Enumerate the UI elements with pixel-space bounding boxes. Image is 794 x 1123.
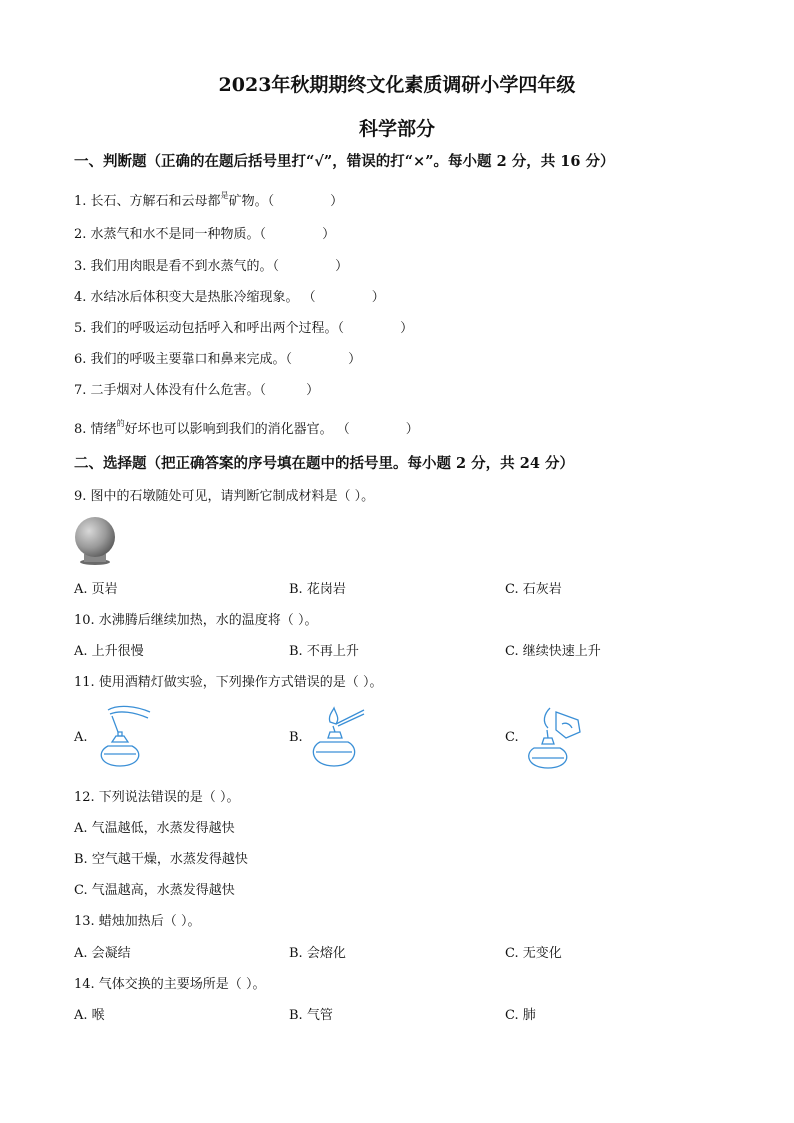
inserted-char: 的: [116, 419, 125, 428]
question-13-option-a[interactable]: A. 会凝结: [74, 946, 131, 961]
question-number: 6.: [74, 352, 87, 367]
question-14-option-a[interactable]: A. 喉: [74, 1008, 105, 1023]
alcohol-lamp-figure-c: [520, 702, 588, 770]
question-14-stem: 14. 气体交换的主要场所是（ ）。: [74, 977, 266, 992]
alcohol-lamp-figure-b: [302, 702, 370, 770]
question-10-stem: 10. 水沸腾后继续加热，水的温度将（ ）。: [74, 613, 318, 628]
question-number: 7.: [74, 383, 87, 398]
question-10-option-c[interactable]: C. 继续快速上升: [505, 644, 601, 659]
question-11-option-a[interactable]: A.: [74, 730, 88, 745]
question-12-stem: 12. 下列说法错误的是（ ）。: [74, 790, 240, 805]
question-number: 3.: [74, 259, 87, 274]
question-7: 7. 二手烟对人体没有什么危害。（ ）: [74, 383, 320, 398]
question-number: 5.: [74, 321, 87, 336]
question-12-option-b[interactable]: B. 空气越干燥，水蒸发得越快: [74, 852, 248, 867]
section2-heading: 二、选择题（把正确答案的序号填在题中的括号里。每小题 2 分，共 24 分）: [74, 455, 574, 472]
question-1: 1. 长石、方解石和云母都$^是$矿物。（ ）: [74, 191, 344, 209]
question-6: 6. 我们的呼吸主要靠口和鼻来完成。（ ）: [74, 352, 362, 367]
question-number: 1.: [74, 194, 87, 209]
question-12-option-c[interactable]: C. 气温越高，水蒸发得越快: [74, 883, 235, 898]
question-9-option-a[interactable]: A. 页岩: [74, 582, 118, 597]
question-text: 我们的呼吸主要靠口和鼻来完成。（: [90, 352, 293, 367]
section1-heading: 一、判断题（正确的在题后括号里打“√”，错误的打“×”。每小题 2 分，共 16 分）: [74, 153, 615, 170]
question-9-option-c[interactable]: C. 石灰岩: [505, 582, 562, 597]
question-11-option-c[interactable]: C.: [505, 730, 519, 745]
question-11-stem: 11. 使用酒精灯做实验，下列操作方式错误的是（ ）。: [74, 675, 383, 690]
exam-title: 2023年秋期期终文化素质调研小学四年级: [218, 74, 576, 96]
question-text: 水蒸气和水不是同一种物质。（: [90, 227, 267, 242]
question-text: 我们的呼吸运动包括呼入和呼出两个过程。（: [90, 321, 345, 336]
question-9-stem: 9. 图中的石墩随处可见，请判断它制成材料是（ ）。: [74, 489, 375, 504]
exam-subtitle: 科学部分: [358, 118, 435, 140]
stone-ball-image: [72, 516, 118, 566]
question-5: 5. 我们的呼吸运动包括呼入和呼出两个过程。（ ）: [74, 321, 414, 336]
question-10-option-a[interactable]: A. 上升很慢: [74, 644, 144, 659]
question-8: 8. 情绪$^的$好坏也可以影响到我们的消化器官。 （ ）: [74, 419, 419, 437]
question-number: 2.: [74, 227, 87, 242]
question-4: 4. 水结冰后体积变大是热胀冷缩现象。 （ ）: [74, 290, 385, 305]
question-13-stem: 13. 蜡烛加热后（ ）。: [74, 914, 201, 929]
question-text: 水结冰后体积变大是热胀冷缩现象。 （: [90, 290, 316, 305]
question-text: 长石、方解石和云母都: [90, 194, 221, 209]
question-2: 2. 水蒸气和水不是同一种物质。（ ）: [74, 227, 336, 242]
inserted-char: 是: [220, 191, 229, 200]
question-13-option-c[interactable]: C. 无变化: [505, 946, 562, 961]
question-14-option-b[interactable]: B. 气管: [289, 1008, 333, 1023]
question-3: 3. 我们用肉眼是看不到水蒸气的。（ ）: [74, 259, 349, 274]
alcohol-lamp-figure-a: [88, 702, 156, 770]
question-9-option-b[interactable]: B. 花岗岩: [289, 582, 346, 597]
question-text: 二手烟对人体没有什么危害。（: [90, 383, 267, 398]
question-14-option-c[interactable]: C. 肺: [505, 1008, 536, 1023]
question-text: 好坏也可以影响到我们的消化器官。 （: [124, 422, 350, 437]
question-number: 4.: [74, 290, 87, 305]
question-text: 情绪: [90, 422, 117, 437]
question-text: 矿物。（: [228, 194, 275, 209]
question-number: 8.: [74, 422, 87, 437]
question-text: 我们用肉眼是看不到水蒸气的。（: [90, 259, 280, 274]
question-12-option-a[interactable]: A. 气温越低，水蒸发得越快: [74, 821, 235, 836]
question-13-option-b[interactable]: B. 会熔化: [289, 946, 346, 961]
question-10-option-b[interactable]: B. 不再上升: [289, 644, 359, 659]
question-11-option-b[interactable]: B.: [289, 730, 303, 745]
